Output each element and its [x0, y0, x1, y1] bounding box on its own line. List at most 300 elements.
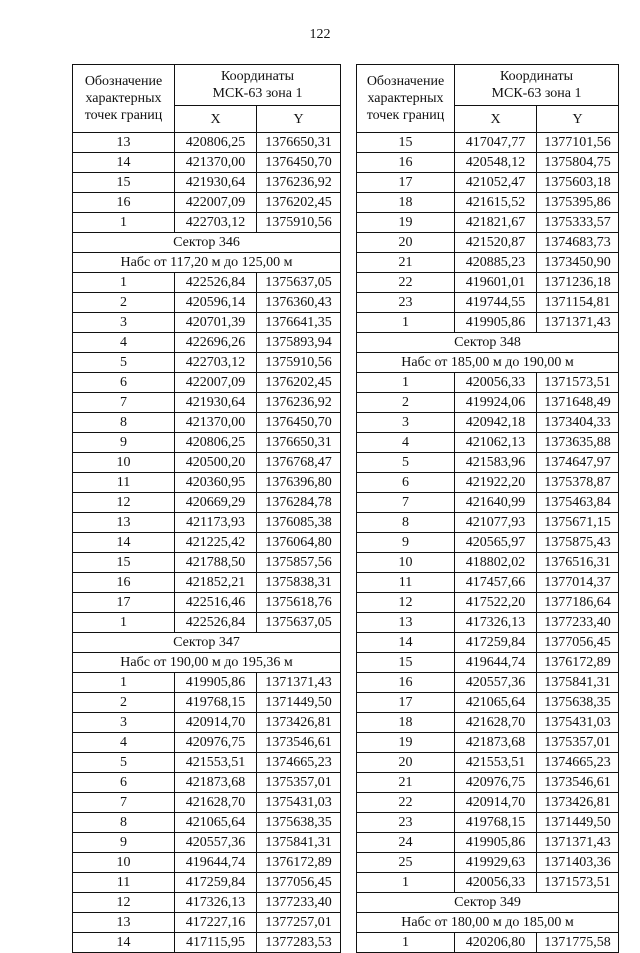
table-row [73, 513, 341, 533]
header-y: Y [257, 106, 341, 133]
page-number: 122 [309, 27, 331, 42]
point-number-cell: 12 [73, 493, 175, 513]
point-number-cell: 14 [357, 633, 455, 653]
y-coordinate-cell: 1376641,35 [257, 313, 341, 333]
x-coordinate-cell: 417047,77 [455, 133, 537, 153]
point-number-cell: 25 [357, 853, 455, 873]
point-number-cell: 9 [357, 533, 455, 553]
y-coordinate-cell: 1373404,33 [537, 413, 619, 433]
table-row [73, 313, 341, 333]
point-number-cell: 14 [73, 153, 175, 173]
table-row [73, 753, 341, 773]
table-row [73, 593, 341, 613]
x-coordinate-cell: 421077,93 [455, 513, 537, 533]
y-coordinate-cell: 1375804,75 [537, 153, 619, 173]
point-number-cell: 12 [357, 593, 455, 613]
x-coordinate-cell: 420669,29 [175, 493, 257, 513]
x-coordinate-cell: 420806,25 [175, 133, 257, 153]
table-row [73, 573, 341, 593]
point-number-cell: 13 [73, 513, 175, 533]
table-row [73, 553, 341, 573]
y-coordinate-cell: 1376396,80 [257, 473, 341, 493]
table-row [357, 613, 619, 633]
point-number-cell: 10 [73, 453, 175, 473]
point-number-cell: 17 [357, 693, 455, 713]
point-number-cell: 23 [357, 293, 455, 313]
table-row [73, 933, 341, 953]
point-number-cell: 9 [73, 833, 175, 853]
table-row [357, 173, 619, 193]
table-row [357, 853, 619, 873]
point-number-cell: 3 [73, 713, 175, 733]
point-number-cell: 11 [73, 873, 175, 893]
y-coordinate-cell: 1375603,18 [537, 173, 619, 193]
x-coordinate-cell: 419601,01 [455, 273, 537, 293]
x-coordinate-cell: 420701,39 [175, 313, 257, 333]
y-coordinate-cell: 1371371,43 [257, 673, 341, 693]
header-x: X [175, 106, 257, 133]
table-row [73, 533, 341, 553]
point-number-cell: 16 [357, 673, 455, 693]
point-number-cell: 15 [357, 133, 455, 153]
header-code-line2: характерных [85, 91, 162, 106]
x-coordinate-cell: 421873,68 [175, 773, 257, 793]
x-coordinate-cell: 422703,12 [175, 213, 257, 233]
y-coordinate-cell: 1376085,38 [257, 513, 341, 533]
x-coordinate-cell: 419924,06 [455, 393, 537, 413]
x-coordinate-cell: 421370,00 [175, 153, 257, 173]
y-coordinate-cell: 1375395,86 [537, 193, 619, 213]
section-label: Набс от 190,00 м до 195,36 м [73, 653, 341, 673]
x-coordinate-cell: 422703,12 [175, 353, 257, 373]
x-coordinate-cell: 421922,20 [455, 473, 537, 493]
y-coordinate-cell: 1376450,70 [257, 153, 341, 173]
section-row [357, 353, 619, 373]
point-number-cell: 18 [357, 713, 455, 733]
section-label: Набс от 185,00 м до 190,00 м [357, 353, 619, 373]
x-coordinate-cell: 421370,00 [175, 413, 257, 433]
y-coordinate-cell: 1377233,40 [537, 613, 619, 633]
x-coordinate-cell: 421640,99 [455, 493, 537, 513]
table-row [357, 733, 619, 753]
table-row [73, 373, 341, 393]
table-row [357, 873, 619, 893]
point-number-cell: 19 [357, 213, 455, 233]
point-number-cell: 11 [73, 473, 175, 493]
x-coordinate-cell: 419768,15 [175, 693, 257, 713]
x-coordinate-cell: 420056,33 [455, 873, 537, 893]
table-row [357, 313, 619, 333]
table-row [357, 933, 619, 953]
point-number-cell: 18 [357, 193, 455, 213]
table-row [357, 573, 619, 593]
header-code-line1: Обозначение [366, 74, 445, 89]
table-row [357, 833, 619, 853]
y-coordinate-cell: 1373426,81 [537, 793, 619, 813]
point-number-cell: 13 [357, 613, 455, 633]
x-coordinate-cell: 421628,70 [175, 793, 257, 813]
table-body-left [73, 133, 341, 953]
table-row [73, 673, 341, 693]
x-coordinate-cell: 417115,95 [175, 933, 257, 953]
point-number-cell: 10 [357, 553, 455, 573]
x-coordinate-cell: 419905,86 [175, 673, 257, 693]
header-x: X [455, 106, 537, 133]
y-coordinate-cell: 1373426,81 [257, 713, 341, 733]
table-row [73, 813, 341, 833]
point-number-cell: 11 [357, 573, 455, 593]
y-coordinate-cell: 1376516,31 [537, 553, 619, 573]
y-coordinate-cell: 1375875,43 [537, 533, 619, 553]
y-coordinate-cell: 1373635,88 [537, 433, 619, 453]
coordinates-table-left [72, 64, 341, 953]
point-number-cell: 12 [73, 893, 175, 913]
x-coordinate-cell: 421553,51 [455, 753, 537, 773]
y-coordinate-cell: 1376650,31 [257, 133, 341, 153]
section-label: Набс от 180,00 м до 185,00 м [357, 913, 619, 933]
point-number-cell: 15 [73, 173, 175, 193]
point-number-cell: 6 [73, 773, 175, 793]
point-number-cell: 8 [73, 413, 175, 433]
y-coordinate-cell: 1375333,57 [537, 213, 619, 233]
y-coordinate-cell: 1375857,56 [257, 553, 341, 573]
header-coords-line2: МСК-63 зона 1 [491, 86, 582, 101]
header-coords-line2: МСК-63 зона 1 [212, 86, 303, 101]
point-number-cell: 10 [73, 853, 175, 873]
y-coordinate-cell: 1371573,51 [537, 873, 619, 893]
point-number-cell: 17 [357, 173, 455, 193]
y-coordinate-cell: 1376202,45 [257, 373, 341, 393]
table-row [73, 853, 341, 873]
header-y: Y [537, 106, 619, 133]
x-coordinate-cell: 420914,70 [175, 713, 257, 733]
y-coordinate-cell: 1376236,92 [257, 393, 341, 413]
table-row [357, 713, 619, 733]
x-coordinate-cell: 419905,86 [455, 833, 537, 853]
point-number-cell: 4 [73, 333, 175, 353]
y-coordinate-cell: 1376768,47 [257, 453, 341, 473]
table-row [73, 393, 341, 413]
x-coordinate-cell: 419644,74 [455, 653, 537, 673]
section-row [357, 893, 619, 913]
section-row [73, 253, 341, 273]
header-coordinates [175, 65, 341, 106]
point-number-cell: 21 [357, 253, 455, 273]
table-row [73, 833, 341, 853]
table-row [357, 253, 619, 273]
y-coordinate-cell: 1375910,56 [257, 353, 341, 373]
point-number-cell: 16 [73, 193, 175, 213]
y-coordinate-cell: 1375637,05 [257, 273, 341, 293]
x-coordinate-cell: 422007,09 [175, 373, 257, 393]
table-row [73, 733, 341, 753]
y-coordinate-cell: 1373546,61 [537, 773, 619, 793]
table-row [73, 293, 341, 313]
y-coordinate-cell: 1375431,03 [537, 713, 619, 733]
x-coordinate-cell: 420976,75 [175, 733, 257, 753]
y-coordinate-cell: 1375838,31 [257, 573, 341, 593]
y-coordinate-cell: 1375463,84 [537, 493, 619, 513]
header-code-line3: точек границ [366, 108, 445, 123]
x-coordinate-cell: 417522,20 [455, 593, 537, 613]
x-coordinate-cell: 419644,74 [175, 853, 257, 873]
point-number-cell: 8 [73, 813, 175, 833]
point-number-cell: 15 [357, 653, 455, 673]
point-number-cell: 14 [73, 533, 175, 553]
table-row [73, 413, 341, 433]
x-coordinate-cell: 421930,64 [175, 393, 257, 413]
x-coordinate-cell: 417259,84 [455, 633, 537, 653]
y-coordinate-cell: 1377186,64 [537, 593, 619, 613]
point-number-cell: 7 [73, 393, 175, 413]
table-row [73, 273, 341, 293]
x-coordinate-cell: 417259,84 [175, 873, 257, 893]
x-coordinate-cell: 421873,68 [455, 733, 537, 753]
point-number-cell: 9 [73, 433, 175, 453]
x-coordinate-cell: 420360,95 [175, 473, 257, 493]
x-coordinate-cell: 419768,15 [455, 813, 537, 833]
table-row [73, 693, 341, 713]
x-coordinate-cell: 417326,13 [455, 613, 537, 633]
table-row [73, 193, 341, 213]
table-row [357, 513, 619, 533]
point-number-cell: 1 [357, 933, 455, 953]
section-label: Набс от 117,20 м до 125,00 м [73, 253, 341, 273]
y-coordinate-cell: 1376360,43 [257, 293, 341, 313]
y-coordinate-cell: 1375357,01 [257, 773, 341, 793]
y-coordinate-cell: 1373546,61 [257, 733, 341, 753]
y-coordinate-cell: 1376284,78 [257, 493, 341, 513]
table-row [357, 533, 619, 553]
header-coordinates [455, 65, 619, 106]
x-coordinate-cell: 420500,20 [175, 453, 257, 473]
section-row [357, 333, 619, 353]
y-coordinate-cell: 1377056,45 [257, 873, 341, 893]
table-row [73, 873, 341, 893]
table-row [357, 673, 619, 693]
y-coordinate-cell: 1371371,43 [537, 313, 619, 333]
y-coordinate-cell: 1375618,76 [257, 593, 341, 613]
section-row [73, 233, 341, 253]
x-coordinate-cell: 420206,80 [455, 933, 537, 953]
x-coordinate-cell: 421583,96 [455, 453, 537, 473]
table-row [73, 133, 341, 153]
point-number-cell: 6 [73, 373, 175, 393]
x-coordinate-cell: 417326,13 [175, 893, 257, 913]
x-coordinate-cell: 422526,84 [175, 613, 257, 633]
table-row [357, 133, 619, 153]
point-number-cell: 2 [357, 393, 455, 413]
point-number-cell: 22 [357, 273, 455, 293]
point-number-cell: 1 [73, 273, 175, 293]
table-row [73, 173, 341, 193]
point-number-cell: 3 [357, 413, 455, 433]
section-row [357, 913, 619, 933]
y-coordinate-cell: 1375638,35 [537, 693, 619, 713]
y-coordinate-cell: 1371775,58 [537, 933, 619, 953]
table-row [357, 433, 619, 453]
x-coordinate-cell: 421065,64 [175, 813, 257, 833]
table-row [73, 773, 341, 793]
y-coordinate-cell: 1371154,81 [537, 293, 619, 313]
y-coordinate-cell: 1371573,51 [537, 373, 619, 393]
x-coordinate-cell: 421821,67 [455, 213, 537, 233]
table-row [357, 693, 619, 713]
point-number-cell: 1 [357, 373, 455, 393]
point-number-cell: 20 [357, 233, 455, 253]
point-number-cell: 16 [357, 153, 455, 173]
table-row [73, 793, 341, 813]
y-coordinate-cell: 1375910,56 [257, 213, 341, 233]
header-code-line1: Обозначение [84, 74, 163, 89]
x-coordinate-cell: 420806,25 [175, 433, 257, 453]
table-row [357, 453, 619, 473]
y-coordinate-cell: 1371371,43 [537, 833, 619, 853]
section-row [73, 653, 341, 673]
x-coordinate-cell: 422007,09 [175, 193, 257, 213]
y-coordinate-cell: 1374683,73 [537, 233, 619, 253]
x-coordinate-cell: 417227,16 [175, 913, 257, 933]
x-coordinate-cell: 420885,23 [455, 253, 537, 273]
y-coordinate-cell: 1371449,50 [537, 813, 619, 833]
table-row [73, 353, 341, 373]
table-row [357, 753, 619, 773]
x-coordinate-cell: 421225,42 [175, 533, 257, 553]
header-point-code [73, 65, 175, 133]
point-number-cell: 3 [73, 313, 175, 333]
point-number-cell: 7 [357, 493, 455, 513]
y-coordinate-cell: 1375638,35 [257, 813, 341, 833]
table-row [357, 293, 619, 313]
section-label: Сектор 346 [73, 233, 341, 253]
point-number-cell: 5 [73, 353, 175, 373]
y-coordinate-cell: 1375357,01 [537, 733, 619, 753]
table-row [357, 593, 619, 613]
point-number-cell: 19 [357, 733, 455, 753]
table-row [73, 473, 341, 493]
y-coordinate-cell: 1375841,31 [257, 833, 341, 853]
x-coordinate-cell: 421062,13 [455, 433, 537, 453]
table-row [73, 893, 341, 913]
x-coordinate-cell: 420557,36 [455, 673, 537, 693]
table-row [73, 713, 341, 733]
x-coordinate-cell: 421553,51 [175, 753, 257, 773]
x-coordinate-cell: 420548,12 [455, 153, 537, 173]
header-coords-line1: Координаты [221, 69, 294, 84]
y-coordinate-cell: 1376202,45 [257, 193, 341, 213]
y-coordinate-cell: 1374665,23 [537, 753, 619, 773]
table-row [357, 813, 619, 833]
header-code-line3: точек границ [84, 108, 163, 123]
table-header [357, 65, 619, 133]
x-coordinate-cell: 418802,02 [455, 553, 537, 573]
table-body-right [357, 133, 619, 953]
table-row [357, 653, 619, 673]
table-row [357, 793, 619, 813]
table-row [357, 233, 619, 253]
table-row [357, 373, 619, 393]
y-coordinate-cell: 1377257,01 [257, 913, 341, 933]
point-number-cell: 22 [357, 793, 455, 813]
y-coordinate-cell: 1377233,40 [257, 893, 341, 913]
point-number-cell: 4 [73, 733, 175, 753]
table-row [357, 393, 619, 413]
y-coordinate-cell: 1374665,23 [257, 753, 341, 773]
y-coordinate-cell: 1376064,80 [257, 533, 341, 553]
x-coordinate-cell: 422696,26 [175, 333, 257, 353]
y-coordinate-cell: 1371403,36 [537, 853, 619, 873]
point-number-cell: 24 [357, 833, 455, 853]
x-coordinate-cell: 419905,86 [455, 313, 537, 333]
table-row [73, 453, 341, 473]
point-number-cell: 1 [73, 213, 175, 233]
y-coordinate-cell: 1377056,45 [537, 633, 619, 653]
section-row [73, 633, 341, 653]
point-number-cell: 8 [357, 513, 455, 533]
table-row [357, 413, 619, 433]
y-coordinate-cell: 1376236,92 [257, 173, 341, 193]
point-number-cell: 21 [357, 773, 455, 793]
table-row [357, 773, 619, 793]
y-coordinate-cell: 1375671,15 [537, 513, 619, 533]
point-number-cell: 1 [357, 873, 455, 893]
x-coordinate-cell: 420557,36 [175, 833, 257, 853]
table-row [73, 153, 341, 173]
y-coordinate-cell: 1374647,97 [537, 453, 619, 473]
table-row [73, 493, 341, 513]
y-coordinate-cell: 1377101,56 [537, 133, 619, 153]
y-coordinate-cell: 1376650,31 [257, 433, 341, 453]
y-coordinate-cell: 1375841,31 [537, 673, 619, 693]
y-coordinate-cell: 1376450,70 [257, 413, 341, 433]
x-coordinate-cell: 421065,64 [455, 693, 537, 713]
point-number-cell: 13 [73, 913, 175, 933]
point-number-cell: 17 [73, 593, 175, 613]
y-coordinate-cell: 1375431,03 [257, 793, 341, 813]
header-coords-line1: Координаты [500, 69, 573, 84]
table-row [73, 333, 341, 353]
point-number-cell: 7 [73, 793, 175, 813]
table-row [357, 273, 619, 293]
x-coordinate-cell: 421615,52 [455, 193, 537, 213]
y-coordinate-cell: 1376172,89 [537, 653, 619, 673]
point-number-cell: 20 [357, 753, 455, 773]
table-row [357, 493, 619, 513]
point-number-cell: 2 [73, 693, 175, 713]
x-coordinate-cell: 421930,64 [175, 173, 257, 193]
x-coordinate-cell: 421520,87 [455, 233, 537, 253]
x-coordinate-cell: 420056,33 [455, 373, 537, 393]
y-coordinate-cell: 1375893,94 [257, 333, 341, 353]
y-coordinate-cell: 1376172,89 [257, 853, 341, 873]
table-row [357, 213, 619, 233]
table-header [73, 65, 341, 133]
y-coordinate-cell: 1371648,49 [537, 393, 619, 413]
x-coordinate-cell: 420596,14 [175, 293, 257, 313]
table-row [357, 553, 619, 573]
table-row [357, 193, 619, 213]
table-row [357, 473, 619, 493]
x-coordinate-cell: 420914,70 [455, 793, 537, 813]
x-coordinate-cell: 421788,50 [175, 553, 257, 573]
x-coordinate-cell: 420976,75 [455, 773, 537, 793]
x-coordinate-cell: 422526,84 [175, 273, 257, 293]
y-coordinate-cell: 1373450,90 [537, 253, 619, 273]
y-coordinate-cell: 1377014,37 [537, 573, 619, 593]
y-coordinate-cell: 1375637,05 [257, 613, 341, 633]
header-point-code [357, 65, 455, 133]
point-number-cell: 2 [73, 293, 175, 313]
